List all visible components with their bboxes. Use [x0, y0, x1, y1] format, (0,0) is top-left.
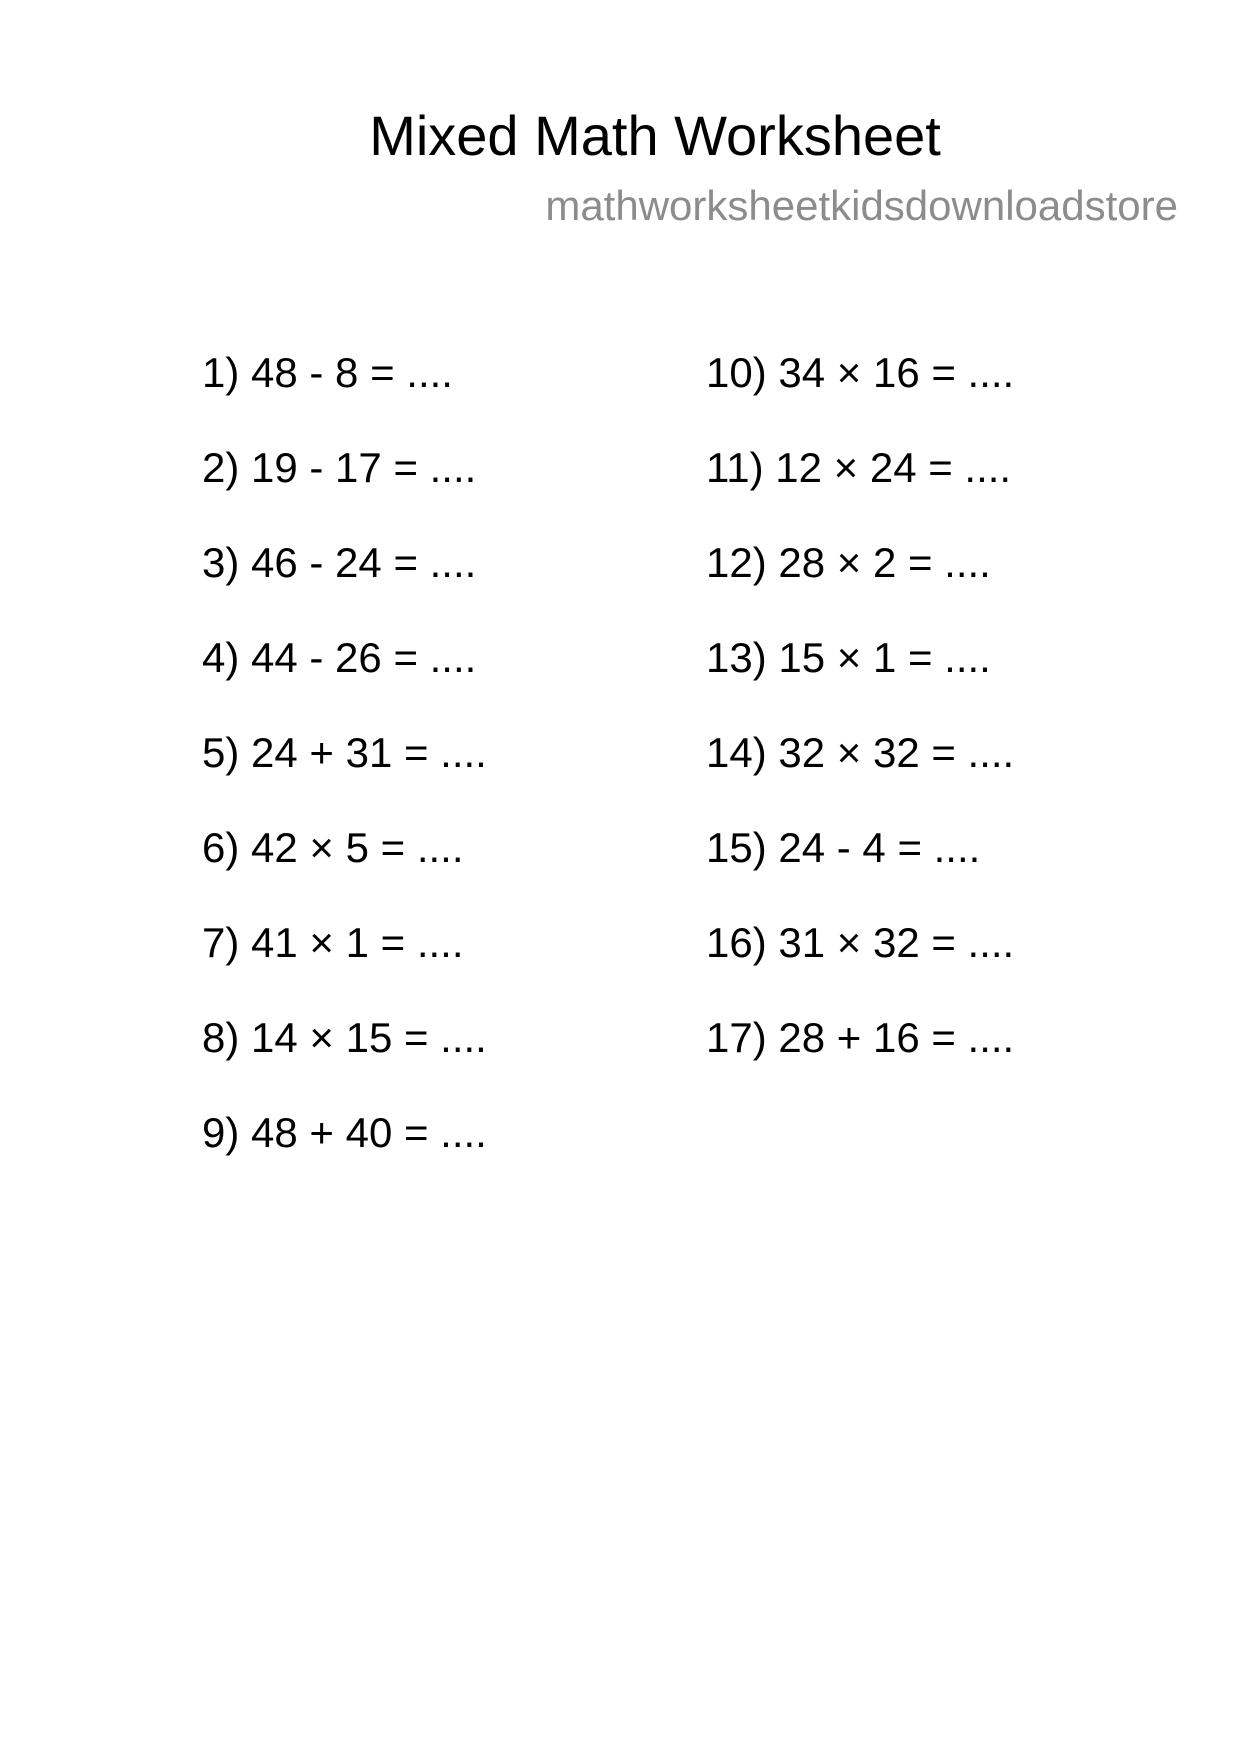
math-problem: 13) 15 × 1 = .... — [706, 634, 991, 681]
math-problem: 8) 14 × 15 = .... — [202, 1014, 487, 1061]
math-problem: 5) 24 + 31 = .... — [202, 729, 487, 776]
math-problem: 15) 24 - 4 = .... — [706, 824, 981, 871]
math-problem: 6) 42 × 5 = .... — [202, 824, 464, 871]
worksheet-title: Mixed Math Worksheet — [369, 104, 941, 167]
problem-column-right — [706, 348, 1014, 1108]
math-problem: 16) 31 × 32 = .... — [706, 919, 1015, 966]
math-problem: 2) 19 - 17 = .... — [202, 444, 477, 491]
math-problem: 4) 44 - 26 = .... — [202, 634, 477, 681]
math-problem: 17) 28 + 16 = .... — [706, 1014, 1015, 1061]
math-problem: 14) 32 × 32 = .... — [706, 729, 1015, 776]
math-problem: 12) 28 × 2 = .... — [706, 539, 991, 586]
math-problem: 3) 46 - 24 = .... — [202, 539, 477, 586]
math-problem: 1) 48 - 8 = .... — [202, 349, 453, 396]
math-problem: 7) 41 × 1 = .... — [202, 919, 464, 966]
math-problem: 9) 48 + 40 = .... — [202, 1109, 487, 1156]
worksheet-source: mathworksheetkidsdownloadstore — [545, 182, 1178, 229]
problem-column-left — [202, 348, 487, 1203]
math-problem: 11) 12 × 24 = .... — [706, 444, 1012, 491]
math-problem: 10) 34 × 16 = .... — [706, 349, 1015, 396]
